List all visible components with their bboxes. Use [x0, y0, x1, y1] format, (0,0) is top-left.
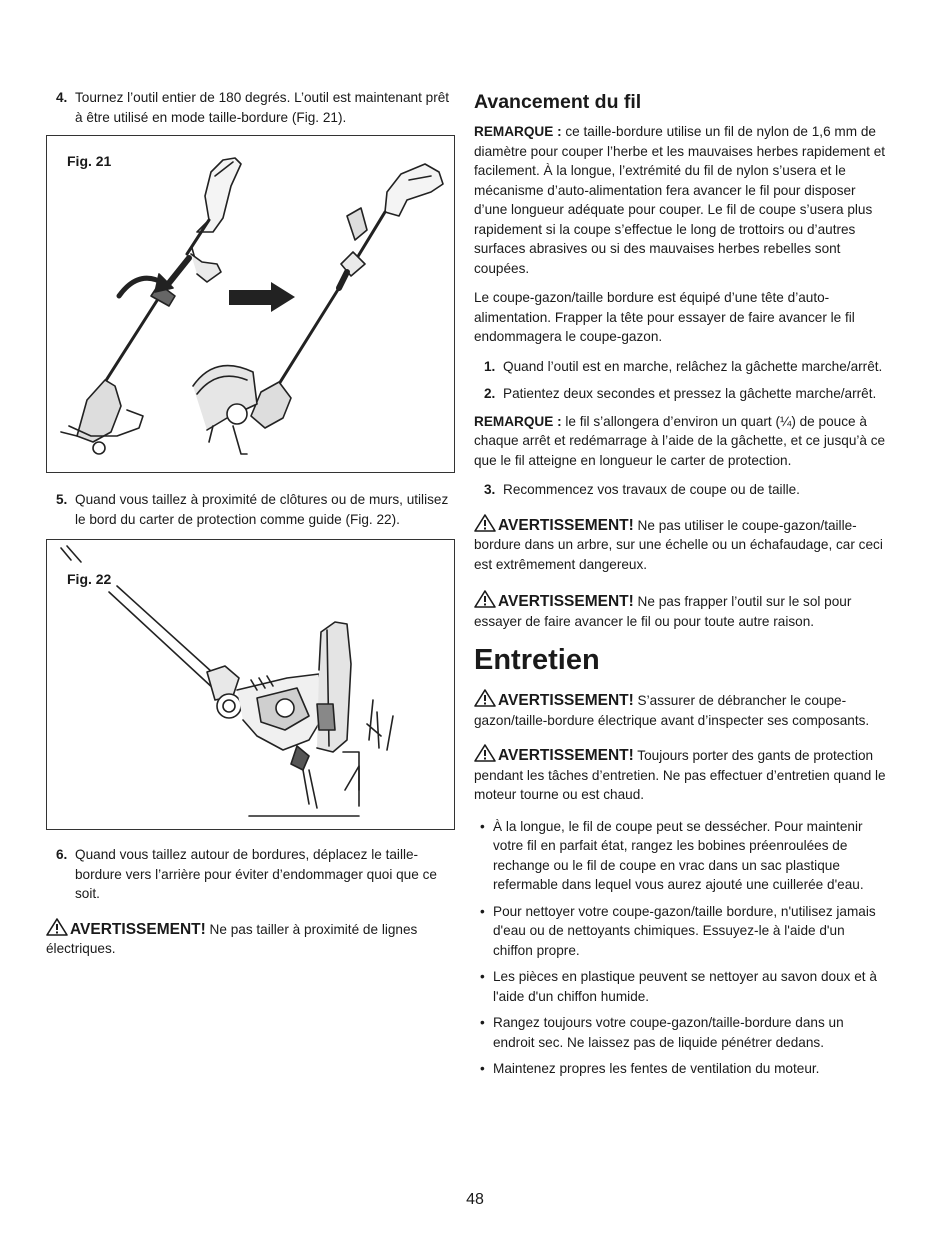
- note-label: REMARQUE :: [474, 413, 562, 429]
- step-2: [484, 384, 886, 404]
- warning-title: AVERTISSEMENT!: [498, 516, 634, 534]
- maintenance-bullet-list: [480, 817, 886, 1079]
- warning-ladder: [474, 514, 886, 575]
- step-number: 1.: [484, 358, 496, 374]
- step-text: Quand l’outil est en marche, relâchez la gâchette marche/arrêt.: [503, 358, 883, 374]
- list-item-text: Pour nettoyer votre coupe-gazon/taille bordure, n'utilisez jamais d'eau ou de nettoyants chimiques. Essuyez-le à l'aide d'un chiffon propre.: [493, 903, 876, 958]
- list-item: [480, 902, 886, 961]
- figure-label: Fig. 21: [67, 153, 112, 169]
- list-item-text: À la longue, le fil de coupe peut se dessécher. Pour maintenir votre fil en parfait état, rangez les bobines préenroulées de rechange ou le fil de coupe en vrac dans un sac plastique refermable dans lequel vous aurez ajouté une cuillerée d'eau.: [493, 818, 864, 892]
- warning-unplug: [474, 689, 886, 730]
- step-6: [56, 845, 458, 904]
- figure-label: Fig. 22: [67, 571, 112, 587]
- warning-triangle-icon: [46, 918, 68, 936]
- step-4: [56, 88, 458, 127]
- warning-triangle-icon: [474, 514, 496, 532]
- note-paragraph-2: [474, 412, 886, 471]
- section-heading-line-advance: Avancement du fil: [474, 91, 642, 113]
- bullet-marker: •: [480, 818, 485, 834]
- warning-text: Ne pas frapper l’outil sur le sol pour essayer de faire avancer le fil ou pour toute autre raison.: [474, 594, 852, 629]
- step-number: 2.: [484, 386, 496, 401]
- figure-22: [46, 539, 455, 830]
- section-heading-maintenance: Entretien: [474, 644, 600, 676]
- warning-triangle-icon: [474, 744, 496, 762]
- warning-title: AVERTISSEMENT!: [498, 747, 634, 764]
- step-text: Patientez deux secondes et pressez la gâchette marche/arrêt.: [503, 386, 877, 401]
- bullet-marker: •: [480, 903, 485, 919]
- step-number: 6.: [56, 847, 68, 862]
- step-text: Recommencez vos travaux de coupe ou de taille.: [503, 482, 800, 497]
- warning-title: AVERTISSEMENT!: [498, 692, 634, 709]
- step-number: 4.: [56, 90, 68, 105]
- auto-feed-paragraph: Le coupe-gazon/taille bordure est équipé d’une tête d’auto-alimentation. Frapper la tête pour essayer de faire avancer le fil endommagera le coupe-gazon.: [474, 290, 855, 344]
- list-item-text: Maintenez propres les fentes de ventilation du moteur.: [493, 1061, 820, 1076]
- note-text: le fil s’allongera d’environ un quart (¼) de pouce à chaque arrêt et redémarrage à l’aide de la gâchette, et ce jusqu’à ce que le fil atteigne en longueur le carter de protection.: [474, 413, 886, 468]
- step-number: 5.: [56, 492, 68, 507]
- warning-power-lines: [46, 918, 458, 959]
- warning-text: Ne pas tailler à proximité de lignes électriques.: [46, 921, 418, 956]
- right-column: [474, 88, 886, 1086]
- list-item: [480, 967, 886, 1006]
- figure-21: [46, 135, 455, 473]
- step-1: [484, 357, 886, 377]
- warning-text: S’assurer de débrancher le coupe-gazon/taille-bordure électrique avant d’inspecter ses composants.: [474, 693, 870, 728]
- warning-title: AVERTISSEMENT!: [70, 920, 206, 938]
- page-number: 48: [466, 1191, 484, 1208]
- list-item: [480, 817, 886, 895]
- list-item-text: Les pièces en plastique peuvent se nettoyer au savon doux et à l'aide d'un chiffon humide.: [493, 969, 877, 1004]
- step-text: Quand vous taillez à proximité de clôtures ou de murs, utilisez le bord du carter de protection comme guide (Fig. 22).: [75, 492, 449, 527]
- step-3: [484, 480, 886, 500]
- list-item: [480, 1013, 886, 1052]
- warning-triangle-icon: [474, 689, 496, 707]
- warning-ground: [474, 590, 886, 631]
- warning-text: Toujours porter des gants de protection pendant les tâches d’entretien. Ne pas effectuer d’entretien quand le moteur tourne ou est chaud.: [474, 748, 886, 802]
- step-number: 3.: [484, 482, 496, 497]
- warning-gloves: [474, 744, 886, 805]
- bullet-marker: •: [480, 969, 485, 984]
- left-column: [46, 88, 458, 971]
- step-5: [56, 490, 458, 529]
- bullet-marker: •: [480, 1061, 485, 1076]
- list-item: [480, 1059, 886, 1079]
- bullet-marker: •: [480, 1015, 485, 1030]
- warning-triangle-icon: [474, 590, 496, 608]
- list-item-text: Rangez toujours votre coupe-gazon/taille-bordure dans un endroit sec. Ne laissez pas de liquide pénétrer dedans.: [493, 1015, 844, 1050]
- note-text: ce taille-bordure utilise un fil de nylon de 1,6 mm de diamètre pour couper l’herbe et les mauvaises herbes rapidement et facilement. À la longue, l’extrémité du fil de nylon s’usera et le mécanisme d’auto-alimentation fera avancer le fil pour disposer d’une longueur adéquate pour couper. Le fil de coupe s’usera plus rapidement si la coupe s’effectue le long de trottoirs ou d’autres surfaces abrasives ou si des mauvaises herbes rebelles sont coupées.: [474, 124, 886, 276]
- trimmer-rotation-illustration: [47, 136, 454, 472]
- warning-title: AVERTISSEMENT!: [498, 593, 634, 610]
- note-label: REMARQUE :: [474, 124, 562, 139]
- note-paragraph: [474, 122, 886, 278]
- warning-text: Ne pas utiliser le coupe-gazon/taille-bordure dans un arbre, sur une échelle ou un échafaudage, car ceci est extrêmement dangereux.: [474, 517, 883, 572]
- step-text: Tournez l’outil entier de 180 degrés. L’outil est maintenant prêt à être utilisé en mode taille-bordure (Fig. 21).: [75, 90, 450, 125]
- step-text: Quand vous taillez autour de bordures, déplacez le taille-bordure vers l’arrière pour éviter d’endommager quoi que ce soit.: [75, 847, 437, 901]
